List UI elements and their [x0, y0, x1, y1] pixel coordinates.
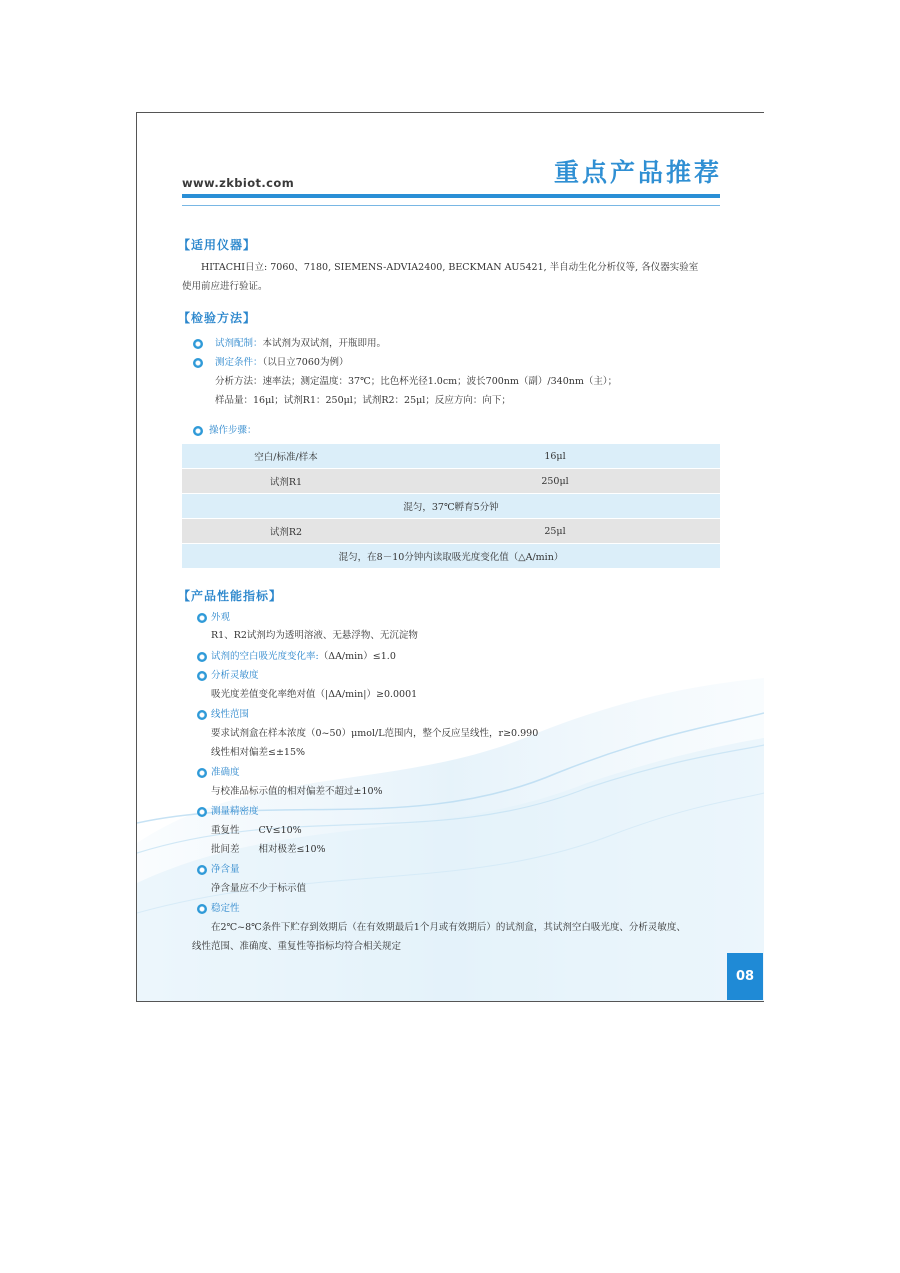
bullet-icon: [197, 865, 207, 875]
table-row: [182, 444, 720, 469]
operation-steps-table: [182, 444, 720, 569]
precision-label: 测量精密度: [211, 806, 259, 817]
table-cell: 16μl: [390, 444, 720, 469]
method-heading: 【检验方法】: [178, 311, 257, 325]
page-title: 重点产品推荐: [553, 158, 722, 187]
bullet-icon: [197, 807, 207, 817]
bullet-icon: [193, 339, 203, 349]
steps-label: 操作步骤：: [209, 425, 257, 436]
table-cell: 试剂R1: [182, 469, 390, 494]
header-rule-thin: [182, 205, 720, 206]
blank-text: （ΔA/min）≤1.0: [318, 651, 396, 662]
table-row: [182, 519, 720, 544]
precision-text-line2: 批间差 相对极差≤10%: [211, 844, 326, 855]
accuracy-text: 与校准品标示值的相对偏差不超过±10%: [211, 786, 383, 797]
sensitivity-text: 吸光度差值变化率绝对值（|ΔA/min|）≥0.0001: [211, 689, 418, 700]
page-number-badge: 08: [727, 953, 763, 1000]
table-row: [182, 544, 720, 569]
blank-label: 试剂的空白吸光度变化率:: [211, 651, 319, 662]
reagent-item: [215, 335, 386, 349]
net-content-label: 净含量: [211, 864, 240, 875]
bullet-icon: [193, 426, 203, 436]
bullet-icon: [193, 358, 203, 368]
site-url: www.zkbiot.com: [182, 176, 295, 190]
instruments-text-line2: 使用前应进行验证。: [182, 281, 268, 292]
net-content-text: 净含量应不少于标示值: [211, 883, 307, 894]
conditions-label: 测定条件：: [215, 357, 263, 368]
appearance-label: 外观: [211, 612, 231, 623]
instruments-heading: 【适用仪器】: [178, 238, 257, 252]
table-cell: 试剂R2: [182, 519, 390, 544]
stability-label: 稳定性: [211, 903, 240, 914]
bullet-icon: [197, 652, 207, 662]
header-rule-thick: [182, 194, 720, 198]
table-cell: 250μl: [390, 469, 720, 494]
table-row: [182, 469, 720, 494]
stability-text-line2: 线性范围、准确度、重复性等指标均符合相关规定: [192, 941, 402, 952]
sensitivity-label: 分析灵敏度: [211, 670, 259, 681]
reagent-label: 试剂配制：: [215, 338, 263, 349]
appearance-text: R1、R2试剂均为透明溶液、无悬浮物、无沉淀物: [211, 630, 418, 641]
bullet-icon: [197, 671, 207, 681]
bullet-icon: [197, 613, 207, 623]
bullet-icon: [197, 768, 207, 778]
bullet-icon: [197, 904, 207, 914]
precision-text-line1: 重复性 CV≤10%: [211, 825, 302, 836]
table-cell: 25μl: [390, 519, 720, 544]
blank-item: [211, 648, 396, 662]
brochure-page: [136, 112, 764, 1002]
stability-text-line1: 在2℃~8℃条件下贮存到效期后（在有效期最后1个月或有效期后）的试剂盒，其试剂空白吸光度、分析灵敏度、: [211, 922, 686, 933]
linearity-text-line1: 要求试剂盒在样本浓度（0~50）μmol/L范围内，整个反应呈线性，r≥0.990: [211, 728, 539, 739]
table-cell: 空白/标准/样本: [182, 444, 390, 469]
table-cell: 混匀，37℃孵育5分钟: [182, 494, 720, 519]
reagent-text: 本试剂为双试剂，开瓶即用。: [262, 338, 387, 349]
conditions-line1: 分析方法：速率法；测定温度：37℃；比色杯光径1.0cm；波长700nm（副）/340nm（主）；: [215, 376, 618, 387]
linearity-label: 线性范围: [211, 709, 250, 720]
linearity-text-line2: 线性相对偏差≤±15%: [211, 747, 306, 758]
conditions-line2: 样品量：16μl；试剂R1：250μl；试剂R2：25μl；反应方向：向下；: [215, 395, 511, 406]
table-cell: 混匀，在8－10分钟内读取吸光度变化值（△A/min）: [182, 544, 720, 569]
conditions-item: [215, 354, 348, 368]
table-row: [182, 494, 720, 519]
instruments-text-line1: HITACHI日立: 7060、7180, SIEMENS-ADVIA2400, BECKMAN AU5421, 半自动生化分析仪等, 各仪器实验室: [201, 262, 699, 273]
bullet-icon: [197, 710, 207, 720]
performance-heading: 【产品性能指标】: [178, 589, 283, 603]
conditions-text: （以日立7060为例）: [262, 357, 349, 368]
accuracy-label: 准确度: [211, 767, 240, 778]
